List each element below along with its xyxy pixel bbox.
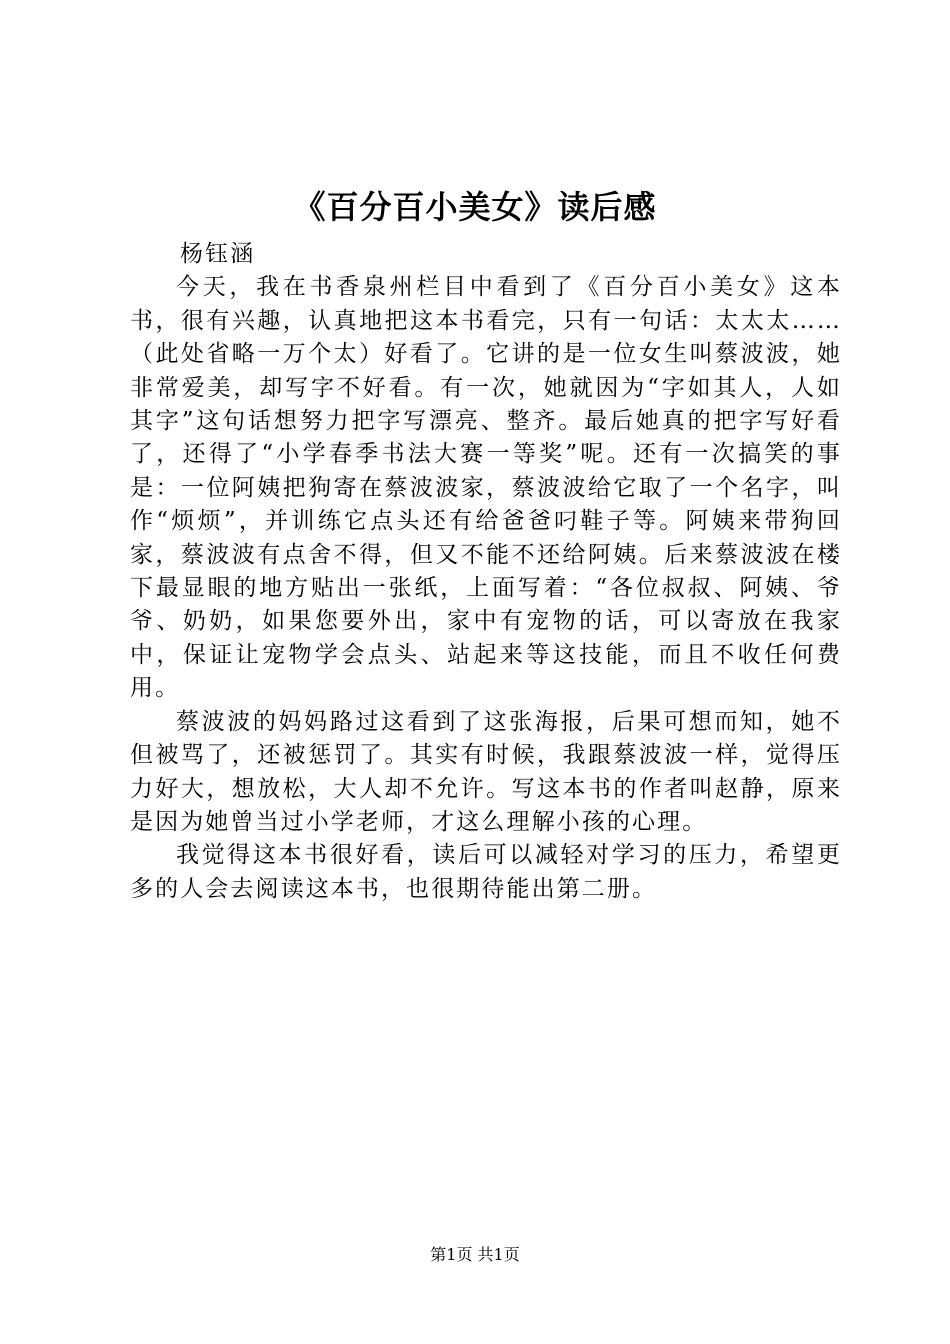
document-body (130, 238, 842, 906)
document-title: 《百分百小美女》读后感 (293, 188, 657, 226)
paragraph-3: 我觉得这本书很好看，读后可以减轻对学习的压力，希望更多的人会去阅读这本书，也很期待能出第二册。 (130, 842, 842, 902)
page-footer: 第1页 共1页 (430, 1245, 520, 1264)
paragraph-1: 今天，我在书香泉州栏目中看到了《百分百小美女》这本书，很有兴趣，认真地把这本书看完，只有一句话：太太太……（此处省略一万个太）好看了。它讲的是一位女生叫蔡波波，她非常爱美，却写字不好看。有一次，她就因为“字如其人，人如其字”这句话想努力把字写漂亮、整齐。最后她真的把字写好看了，还得了“小学春季书法大赛一等奖”呢。还有一次搞笑的事是：一位阿姨把狗寄在蔡波波家，蔡波波给它取了一个名字，叫作“烦烦”，并训练它点头还有给爸爸叼鞋子等。阿姨来带狗回家，蔡波波有点舍不得，但又不能不还给阿姨。后来蔡波波在楼下最显眼的地方贴出一张纸，上面写着：“各位叔叔、阿姨、爷爷、奶奶，如果您要外出，家中有宠物的话，可以寄放在我家中，保证让宠物学会点头、站起来等这技能，而且不收任何费用。 (130, 274, 842, 702)
paragraph-2: 蔡波波的妈妈路过这看到了这张海报，后果可想而知，她不但被骂了，还被惩罚了。其实有时候，我跟蔡波波一样，觉得压力好大，想放松，大人却不允许。写这本书的作者叫赵静，原来是因为她曾当过小学老师，才这么理解小孩的心理。 (130, 708, 842, 835)
author-name: 杨钰涵 (180, 241, 256, 267)
